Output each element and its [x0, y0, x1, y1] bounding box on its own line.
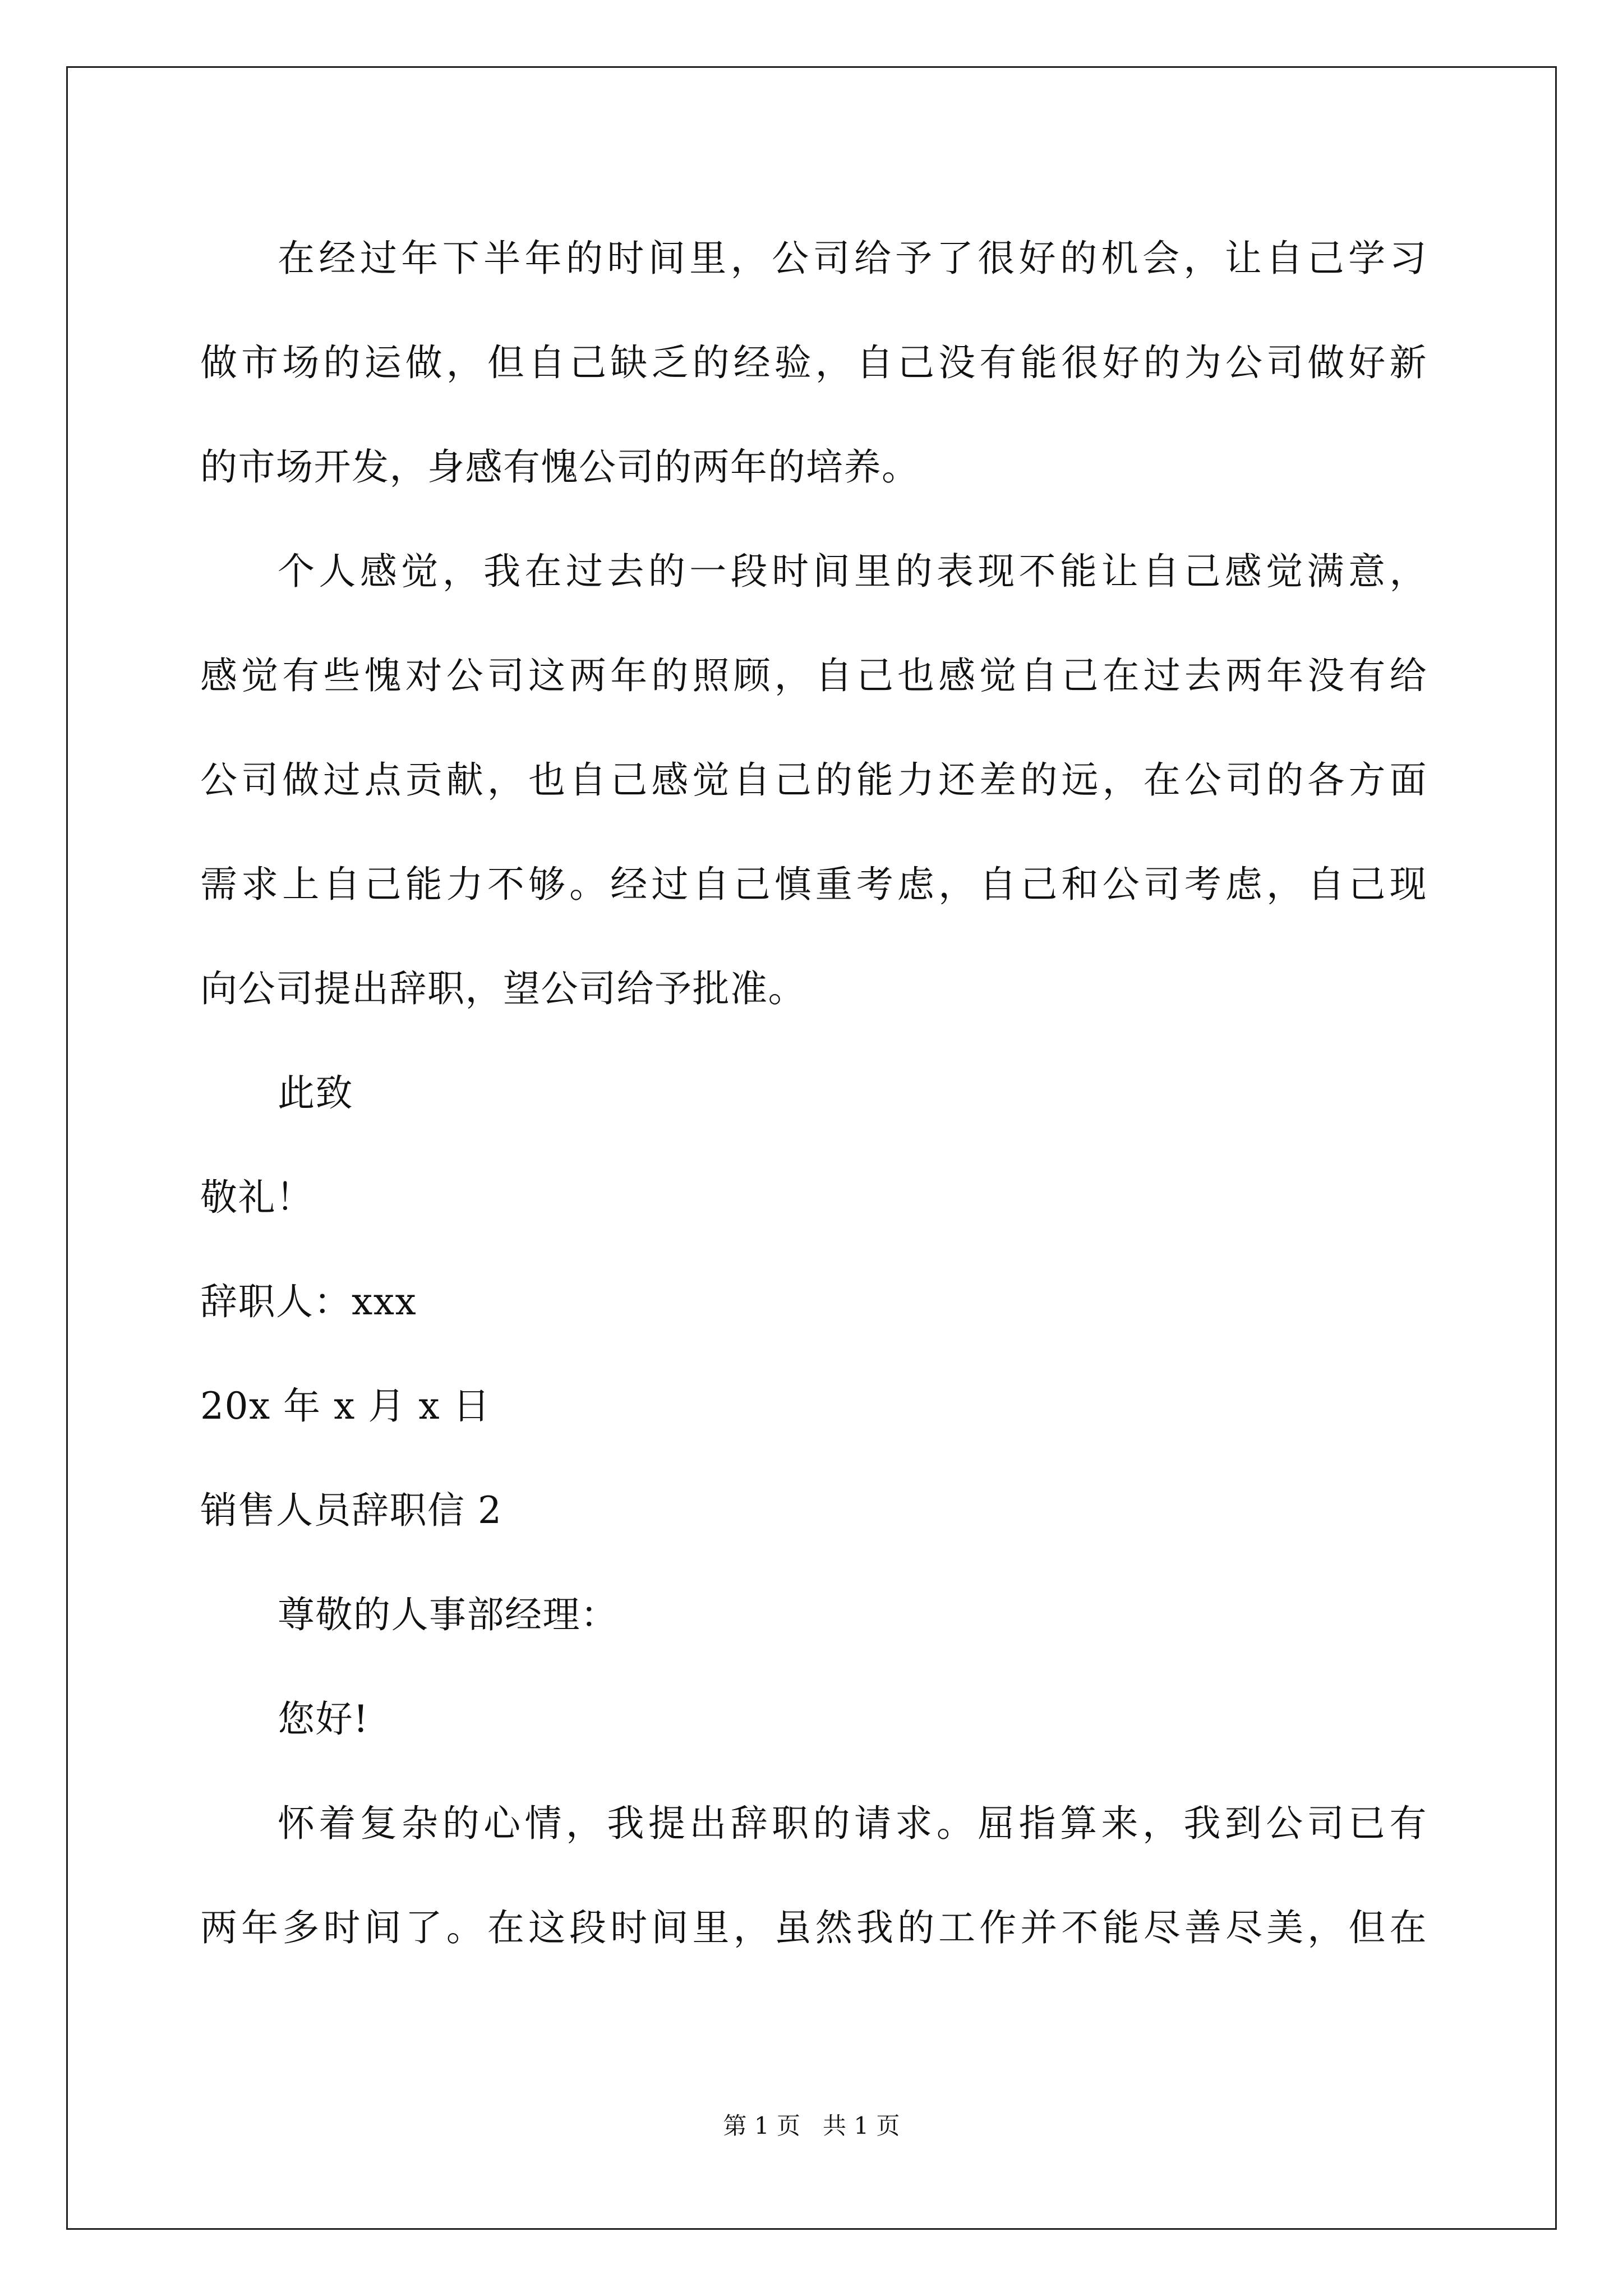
- closing-regards: 敬礼！: [200, 1176, 314, 1219]
- paragraph-line: 公司做过点贡献，也自己感觉自己的能力还差的远，在公司的各方面: [200, 758, 1427, 802]
- greeting-line: 您好!: [278, 1697, 370, 1741]
- page-number-footer: 第 1 页 共 1 页: [723, 2112, 900, 2139]
- paragraph-line: 的市场开发，身感有愧公司的两年的培养。: [200, 445, 920, 489]
- paragraph-line: 在经过年下半年的时间里，公司给予了很好的机会，让自己学习: [278, 237, 1427, 280]
- section-title: 销售人员辞职信 2: [200, 1489, 502, 1532]
- paragraph-line: 两年多时间了。在这段时间里，虽然我的工作并不能尽善尽美，但在: [200, 1906, 1427, 1949]
- paragraph-line: 感觉有些愧对公司这两年的照顾，自己也感觉自己在过去两年没有给: [200, 654, 1427, 697]
- document-body: [200, 206, 1427, 1980]
- signature-line: 辞职人：xxx: [200, 1280, 417, 1323]
- closing-salutation: 此致: [278, 1071, 353, 1115]
- paragraph-line: 怀着复杂的心情，我提出辞职的请求。屈指算来，我到公司已有: [278, 1802, 1427, 1845]
- paragraph-line: 做市场的运做，但自己缺乏的经验，自己没有能很好的为公司做好新: [200, 341, 1427, 384]
- addressee-line: 尊敬的人事部经理：: [278, 1593, 619, 1636]
- date-line: 20x 年 x 月 x 日: [200, 1384, 491, 1428]
- paragraph-line: 个人感觉，我在过去的一段时间里的表现不能让自己感觉满意，: [278, 550, 1427, 593]
- paragraph-line: 向公司提出辞职，望公司给予批准。: [200, 967, 806, 1010]
- paragraph-line: 需求上自己能力不够。经过自己慎重考虑，自己和公司考虑，自己现: [200, 863, 1427, 906]
